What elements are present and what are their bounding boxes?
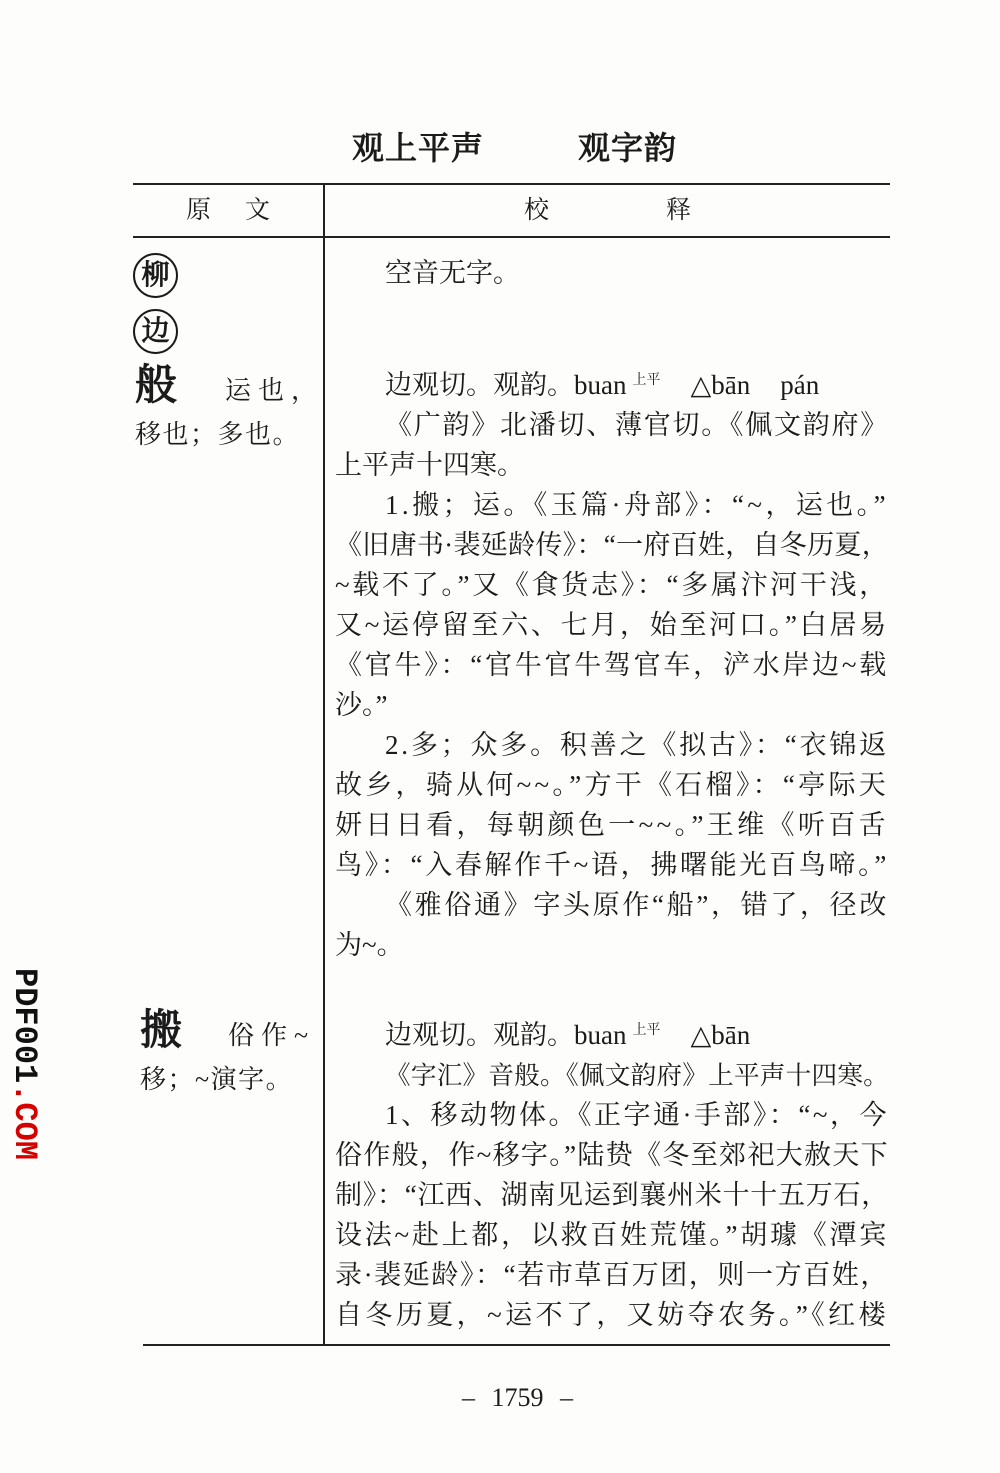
note-line-text: 鸟》：“入春解作千~语，拂曙能光百鸟啼。”	[335, 850, 889, 880]
note-line-text: 1、移动物体。《正字通·手部》：“~，今	[385, 1100, 889, 1130]
note-line-text: 《雅俗通》字头原作“船”，错了，径改	[385, 890, 889, 920]
page-title-rhyme: 观字韵	[578, 130, 678, 166]
column-divider	[323, 184, 325, 1345]
entry-ban-hand	[140, 1007, 315, 1097]
note-line	[335, 805, 890, 845]
note-liu	[335, 253, 890, 293]
note-line-text: 沙。”	[335, 690, 388, 720]
note-line	[335, 885, 890, 925]
definition-line: 移也；多也。	[135, 420, 301, 449]
definition-line: 移；~演字。	[140, 1065, 294, 1094]
headword: 般	[135, 363, 178, 409]
note-line-text: 2.多；众多。积善之《拟古》：“衣锦返	[385, 730, 889, 760]
note-line	[335, 725, 890, 765]
fanqie-text: 边观切。观韵。buan	[385, 370, 627, 400]
note-line-text: 自冬历夏，~运不了，又妨夺农务。”《红楼	[335, 1300, 889, 1330]
note-line	[335, 1095, 890, 1135]
fanqie-text: 边观切。观韵。buan	[385, 1020, 627, 1050]
note-line	[335, 845, 890, 885]
definition-line: 运也，	[225, 376, 325, 405]
note-line	[335, 925, 890, 965]
note-line-text: 上平声十四寒。	[335, 450, 524, 480]
note-line	[335, 1055, 890, 1095]
pinyin-reading: △bān	[690, 1020, 751, 1050]
table-top-rule	[133, 183, 890, 185]
note-line	[335, 445, 890, 485]
tone-class: 上平	[632, 373, 661, 388]
note-line	[335, 605, 890, 645]
note-line-text: 《广韵》北潘切、薄官切。《佩文韵府》	[385, 410, 889, 440]
page-title-section: 观上平声	[352, 130, 485, 166]
note-line-text: 1.搬；运。《玉篇·舟部》：“~，运也。”	[385, 490, 889, 520]
note-line	[335, 565, 890, 605]
note-line	[335, 1175, 890, 1215]
note-line-text: 俗作般，作~移字。”陆贽《冬至郊祀大赦天下	[335, 1140, 889, 1170]
note-line	[335, 1215, 890, 1255]
note-line	[335, 1295, 890, 1335]
watermark	[6, 968, 42, 1160]
initial-liu-circled: 柳	[133, 253, 178, 298]
pinyin-reading: pán	[780, 370, 820, 400]
note-line	[335, 253, 890, 293]
note-line-text: 故乡，骑从何~~。”方干《石榴》：“亭际天	[335, 770, 889, 800]
note-line-text: 制》：“江西、湖南见运到襄州米十十五万石，	[335, 1180, 889, 1210]
note-line	[335, 765, 890, 805]
note-line	[335, 525, 890, 565]
note-line	[335, 685, 890, 725]
note-line	[335, 405, 890, 445]
definition-line: 俗作~	[228, 1021, 316, 1050]
entry-ban	[135, 362, 324, 452]
initial-bian-circled: 边	[133, 309, 178, 354]
note-line-text: 《字汇》音般。《佩文韵府》上平声十四寒。	[385, 1061, 889, 1090]
note-line	[335, 1255, 890, 1295]
watermark-text: PDF001	[6, 968, 43, 1084]
tone-class: 上平	[632, 1023, 661, 1038]
column-header-original: 原文	[185, 197, 304, 224]
note-ban	[335, 365, 890, 965]
note-line	[335, 485, 890, 525]
table-header-rule	[133, 236, 890, 238]
reading-line	[335, 365, 890, 405]
note-line-text: 《官牛》：“官牛官牛驾官车，浐水岸边~载	[335, 650, 889, 680]
note-line-text: 又~运停留至六、七月，始至河口。”白居易	[335, 610, 889, 640]
note-ban-hand	[335, 1015, 890, 1335]
column-header-notes: 校释	[523, 197, 808, 224]
table-bottom-rule	[143, 1344, 890, 1346]
pinyin-reading: △bān	[690, 370, 751, 400]
note-line-text: 妍日日看，每朝颜色一~~。”王维《听百舌	[335, 810, 889, 840]
watermark-domain: .COM	[6, 1083, 43, 1161]
note-line-text: 空音无字。	[385, 258, 520, 288]
page-number: – 1759 –	[462, 1383, 573, 1412]
note-line-text: ~载不了。”又《食货志》：“多属汴河干浅，	[335, 570, 889, 600]
note-line	[335, 645, 890, 685]
note-line	[335, 1135, 890, 1175]
headword: 搬	[140, 1008, 183, 1054]
reading-line	[335, 1015, 890, 1055]
note-line-text: 为~。	[335, 930, 404, 960]
note-line-text: 设法~赴上都，以救百姓荒馑。”胡璩《潭宾	[335, 1220, 889, 1250]
note-line-text: 录·裴延龄》：“若市草百万团，则一方百姓，	[335, 1260, 889, 1290]
note-line-text: 《旧唐书·裴延龄传》：“一府百姓，自冬历夏，	[335, 530, 889, 560]
